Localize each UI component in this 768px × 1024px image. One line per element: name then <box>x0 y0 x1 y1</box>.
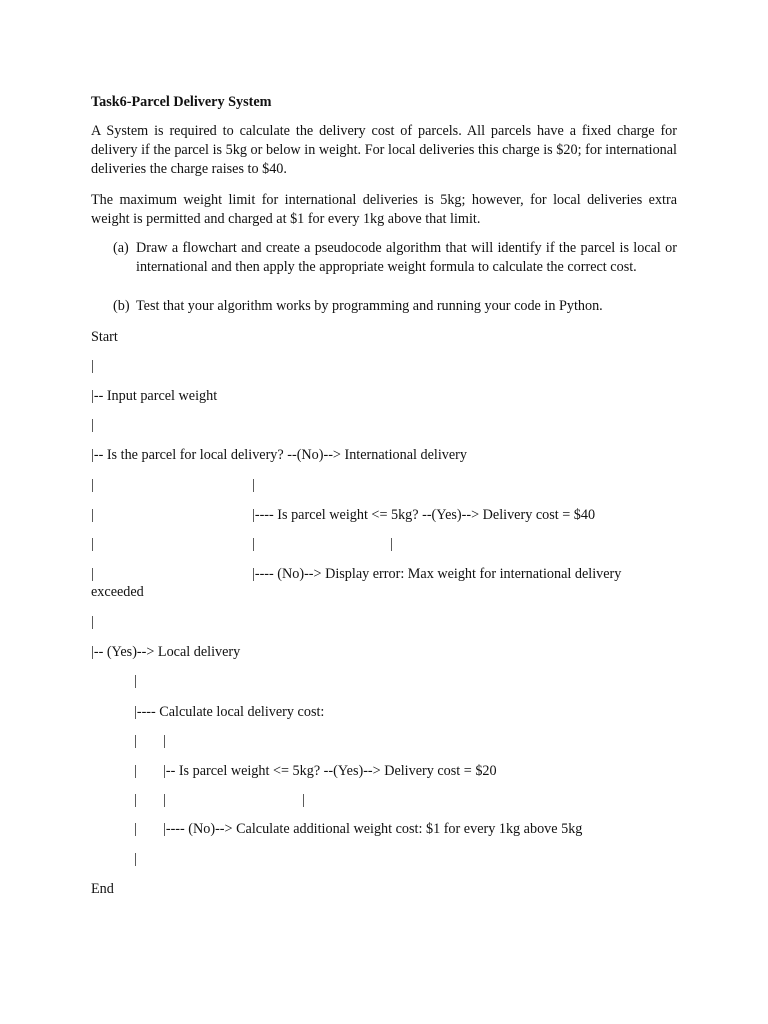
flow-intl-weight-check: |---- Is parcel weight <= 5kg? --(Yes)--> Delivery cost = $40 <box>252 507 596 523</box>
flow-start: Start <box>91 329 118 345</box>
flow-connector: | <box>163 733 166 749</box>
flow-connector: | <box>302 792 305 808</box>
flow-connector: | <box>252 477 255 493</box>
flow-connector: | <box>134 792 137 808</box>
flow-connector: | <box>91 417 94 433</box>
flow-connector: | <box>252 536 255 552</box>
list-item-b <box>113 297 677 316</box>
intro-paragraph: A System is required to calculate the delivery cost of parcels. All parcels have a fixed charge for delivery if the parcel is 5kg or below in weight. For local deliveries this charge is $20; for international deliveries the charge raises to $40. <box>91 123 677 177</box>
flow-intl-error: |---- (No)--> Display error: Max weight for international delivery <box>252 566 622 582</box>
flow-connector: | <box>134 851 137 867</box>
flow-input-weight: |-- Input parcel weight <box>91 388 218 404</box>
flow-local-weight-check: |-- Is parcel weight <= 5kg? --(Yes)--> Delivery cost = $20 <box>163 763 497 779</box>
flow-calc-local: |---- Calculate local delivery cost: <box>134 704 325 720</box>
list-marker: (b) <box>113 298 130 314</box>
flow-end: End <box>91 881 114 897</box>
flow-connector: | <box>91 614 94 630</box>
flow-connector: | <box>91 536 94 552</box>
flow-connector: | <box>91 507 94 523</box>
flow-connector: | <box>134 673 137 689</box>
flow-connector: | <box>91 477 94 493</box>
flow-connector: | <box>134 763 137 779</box>
list-text: Test that your algorithm works by programming and running your code in Python. <box>136 298 603 314</box>
task-title: Task6-Parcel Delivery System <box>91 94 272 110</box>
weight-limit-paragraph: The maximum weight limit for international deliveries is 5kg; however, for local deliveries extra weight is permitted and charged at $1 for every 1kg above that limit. <box>91 192 677 227</box>
list-text: Draw a flowchart and create a pseudocode algorithm that will identify if the parcel is local or international and then apply the appropriate weight formula to calculate the correct cost. <box>136 240 677 275</box>
flow-local-delivery: |-- (Yes)--> Local delivery <box>91 644 241 660</box>
flow-connector: | <box>390 536 393 552</box>
flow-connector: | <box>163 792 166 808</box>
flow-intl-error-wrap: exceeded <box>91 584 144 600</box>
flow-connector: | <box>134 733 137 749</box>
flow-connector: | <box>134 821 137 837</box>
flow-local-decision: |-- Is the parcel for local delivery? --(No)--> International delivery <box>91 447 467 463</box>
flow-connector: | <box>91 566 94 582</box>
flow-local-additional: |---- (No)--> Calculate additional weight cost: $1 for every 1kg above 5kg <box>163 821 583 837</box>
list-marker: (a) <box>113 240 129 256</box>
flow-connector: | <box>91 358 94 374</box>
list-item-a <box>113 239 677 277</box>
